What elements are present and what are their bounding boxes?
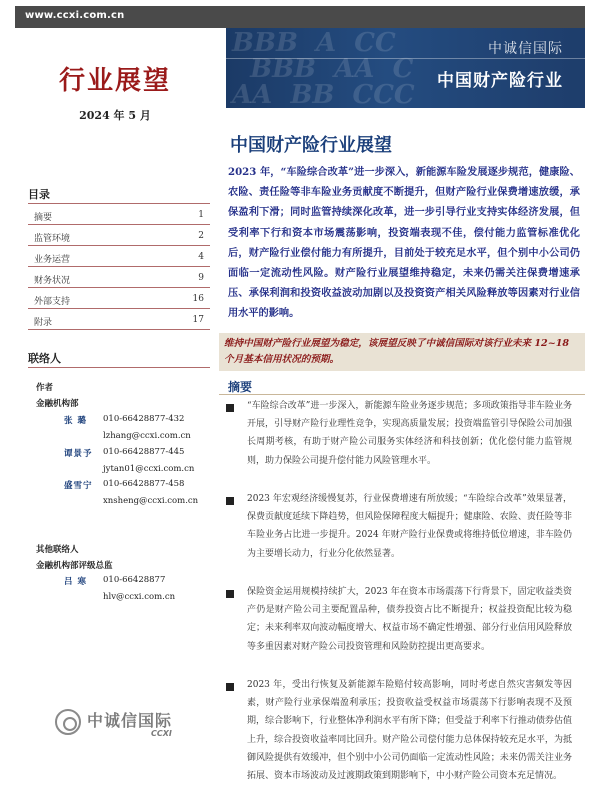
toc-item-financials[interactable] xyxy=(34,267,206,287)
website-url[interactable]: www.ccxi.com.cn xyxy=(25,10,125,21)
summary-text: 2023 年，“车险综合改革”进一步深入，新能源车险发展逐步规范，健康险、农险、责任险等非车险业务贡献度不断提升，但财产险行业保费增速放缓，承保盈利下滑；同时监管持续深化改革，进一步引导行业支持实体经济发展，但受利率下行和资本市场震荡影响，投资端表现不佳，偿付能力监管标准优化后，财产险行业偿付能力有所提升，目前处于较充足水平，但个别中小公司仍面临一定流动性风险。财产险行业展望维持稳定，未来仍需关注保费增速承压、承保利润和投资收益波动加剧以及投资资产相关风险释放等因素对行业信用水平的影响。 xyxy=(228,166,580,320)
report-date: 2024 年 5 月 xyxy=(79,109,151,122)
contact-email[interactable]: jytan01@ccxi.com.cn xyxy=(103,464,195,474)
bullet-icon xyxy=(226,683,234,691)
logo-text-cn: 中诚信国际 xyxy=(87,711,173,730)
contact-name: 盛雪宁 xyxy=(64,481,93,491)
contact-phone: 010-66428877-458 xyxy=(103,479,185,489)
toc-item-page: 2 xyxy=(198,231,204,241)
toc-item-page: 17 xyxy=(192,315,204,325)
contact-name: 谭景予 xyxy=(64,449,93,459)
ccxi-logo-icon xyxy=(55,709,81,735)
toc-divider xyxy=(28,329,210,330)
toc-item-label: 财务状况 xyxy=(34,276,71,286)
contact-email[interactable]: lzhang@ccxi.com.cn xyxy=(103,431,191,441)
toc-item-label: 摘要 xyxy=(34,213,53,223)
banner-industry: 中国财产险行业 xyxy=(437,71,563,91)
website-bar xyxy=(15,6,585,28)
abstract-paragraph: 2023 年宏观经济缓慢复苏，行业保费增速有所放缓；“车险综合改革”效果显著，保费贡献度延续下降趋势，但风险保障程度大幅提升；健康险、农险、责任险等非车险业务占比进一步提升。2024 年财产险行业保费或将维持低位增速，非车险仍为主要增长动力，行业分化依然显著。 xyxy=(247,494,572,559)
outlook-note-text: 维持中国财产险行业展望为稳定，该展望反映了中诚信国际对该行业未来 12~18 个月基本信用状况的预期。 xyxy=(224,338,570,365)
header-banner xyxy=(226,28,585,108)
contacts-divider xyxy=(28,367,210,368)
toc-item-page: 4 xyxy=(198,252,204,262)
contacts-title: 联络人 xyxy=(28,352,61,365)
contact-email[interactable]: xnsheng@ccxi.com.cn xyxy=(103,496,199,506)
ccxi-logo xyxy=(55,705,185,741)
toc-item-regulation[interactable] xyxy=(34,225,206,245)
contact-name: 吕 寒 xyxy=(64,577,87,587)
abstract-paragraph: “车险综合改革”进一步深入，新能源车险业务逐步规范；多项政策指导非车险业务开展，引导财产险行业理性竞争，实现高质量发展；投资端监管引导保险公司加强长周期考核，有助于财产险公司服务实体经济和科技创新；优化偿付能力监管规则，助力保险公司提升偿付能力风险管理水平。 xyxy=(247,401,572,466)
toc-item-page: 9 xyxy=(198,273,204,283)
contact-phone: 010-66428877 xyxy=(103,575,166,585)
contact-email[interactable]: hlv@ccxi.com.cn xyxy=(103,592,176,602)
contact-phone: 010-66428877-432 xyxy=(103,414,185,424)
contact-name: 张 璐 xyxy=(64,416,87,426)
authors-label: 作者 xyxy=(36,383,54,393)
toc-item-page: 16 xyxy=(192,294,204,304)
bullet-icon xyxy=(226,590,234,598)
report-type: 行业展望 xyxy=(58,66,171,96)
abstract-divider xyxy=(219,394,585,395)
bullet-icon xyxy=(226,497,234,505)
toc-item-appendix[interactable] xyxy=(34,309,206,329)
toc-item-summary[interactable] xyxy=(34,204,206,224)
outlook-note xyxy=(219,333,585,371)
authors-dept: 金融机构部 xyxy=(36,399,79,409)
bullet-icon xyxy=(226,404,234,412)
toc-item-label: 监管环境 xyxy=(34,234,71,244)
toc-title: 目录 xyxy=(28,188,50,201)
toc-item-external-support[interactable] xyxy=(34,288,206,308)
abstract-paragraph: 2023 年，受出行恢复及新能源车险赔付较高影响，同时考虑自然灾害频发等因素，财产险行业承保端盈利承压；投资收益受权益市场震荡下行影响表现不及预期，综合影响下，行业整体净利润水平有所下降；但受益于利率下行推动债券估值上升，综合投资收益率同比回升。财产险公司偿付能力总体保持较充足水平，为抵御风险提供有效缓冲，但个别中小公司仍面临一定流动性风险；未来仍需关注业务拓展、资本市场波动及过渡期政策到期影响下，中小财产险公司资本充足情况。 xyxy=(247,680,572,782)
toc-item-operations[interactable] xyxy=(34,246,206,266)
other-contacts-label: 其他联络人 xyxy=(36,545,79,555)
toc-item-label: 外部支持 xyxy=(34,297,71,307)
toc-item-label: 附录 xyxy=(34,318,53,328)
logo-text-en: CCXI xyxy=(151,729,172,738)
page-title: 中国财产险行业展望 xyxy=(230,135,392,156)
banner-decoration: BBB A CC BBB AA C AA BB CCC xyxy=(232,28,415,108)
abstract-title: 摘要 xyxy=(228,380,253,394)
contact-phone: 010-66428877-445 xyxy=(103,447,185,457)
other-contacts-dept: 金融机构部评级总监 xyxy=(36,561,113,571)
banner-divider xyxy=(226,58,585,59)
banner-brand: 中诚信国际 xyxy=(488,41,563,57)
toc-item-label: 业务运营 xyxy=(34,255,71,265)
abstract-paragraph: 保险资金运用规模持续扩大，2023 年在资本市场震荡下行背景下，固定收益类资产仍是财产险公司主要配置品种，债券投资占比不断提升；权益投资配比较为稳定；未来利率双向波动幅度增大、权益市场不确定性增强、部分行业信用风险释放等多重因素对财产险公司投资管理和风险防控提出更高要求。 xyxy=(247,587,572,652)
toc-item-page: 1 xyxy=(198,210,204,220)
